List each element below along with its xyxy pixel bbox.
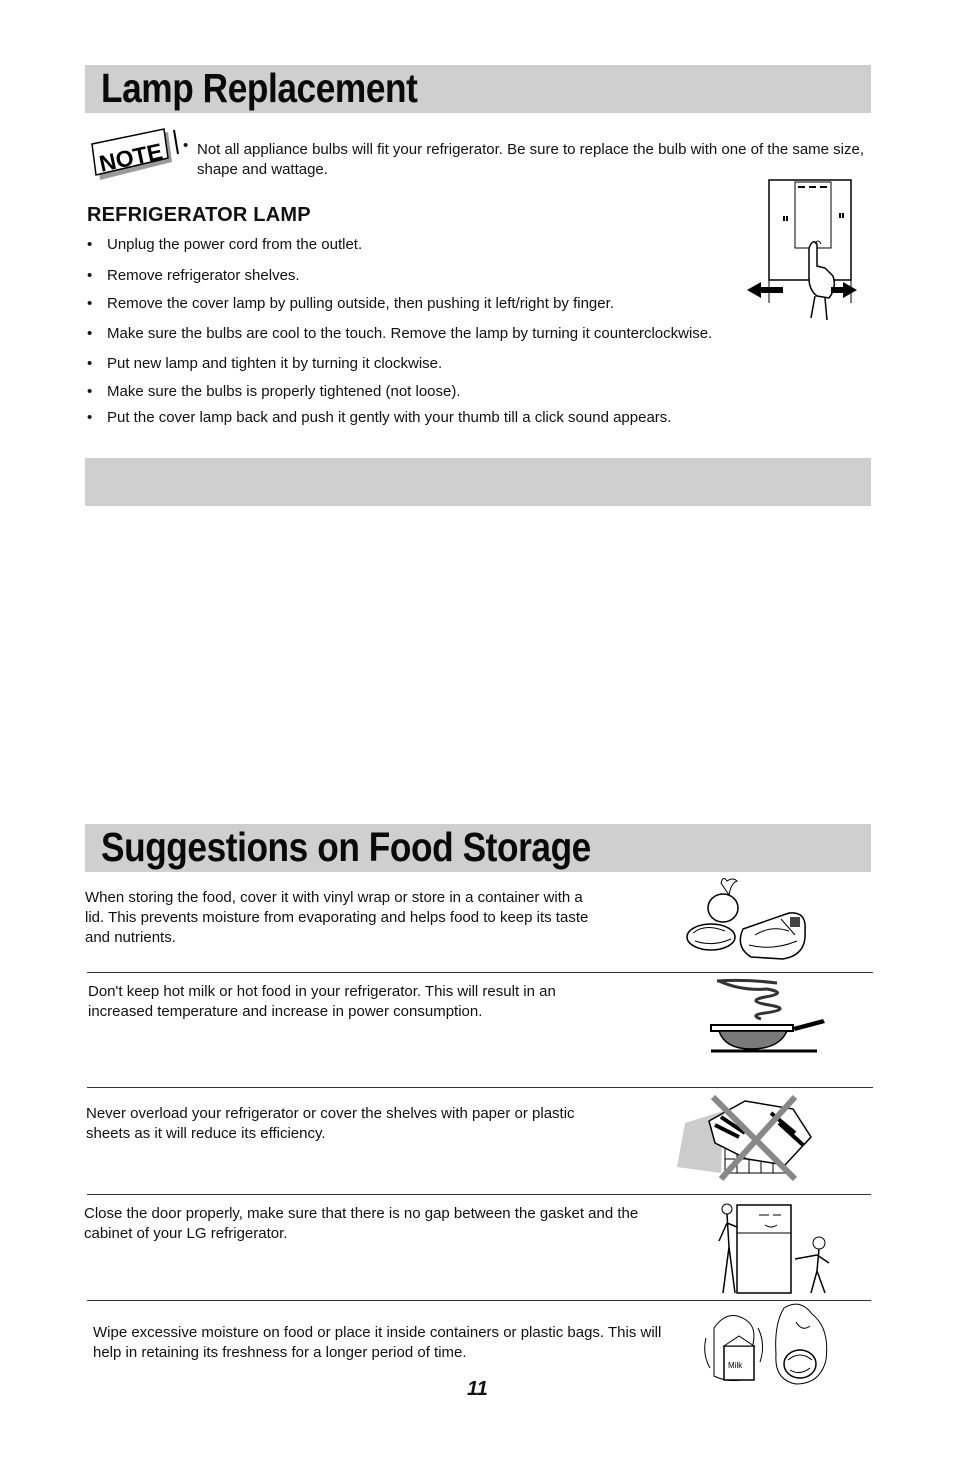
fridge-door-illustration — [715, 1197, 835, 1297]
divider — [87, 1194, 871, 1195]
divider — [87, 1087, 873, 1088]
tip-no-overload: Never overload your refrigerator or cover the shelves with paper or plastic sheets as it will reduce its efficiency. — [86, 1105, 575, 1142]
page-number: 11 — [467, 1378, 488, 1400]
list-item: • Make sure the bulbs is properly tightened (not loose). — [86, 383, 461, 400]
food-storage-header-band — [85, 824, 871, 872]
tip-close-door: Close the door properly, make sure that there is no gap between the gasket and the cabinet of your LG refrigerator. — [84, 1205, 639, 1242]
list-item: • Unplug the power cord from the outlet. — [86, 236, 362, 253]
list-item: • Remove refrigerator shelves. — [86, 267, 300, 284]
wrapped-milk-and-food-illustration — [700, 1298, 840, 1388]
lamp-replacement-title: Lamp Replacement — [101, 65, 418, 111]
note-badge-label: NOTE — [96, 138, 165, 177]
milk-carton-label: Milk — [728, 1361, 743, 1370]
list-item: • Make sure the bulbs are cool to the touch. Remove the lamp by turning it counterclockwise. — [86, 325, 712, 342]
overloaded-shelf-crossed-icon — [675, 1093, 815, 1183]
tip-wipe-moisture: Wipe excessive moisture on food or place it inside containers or plastic bags. This will help in retaining its freshness for a longer period of time. — [93, 1324, 662, 1361]
note-badge-icon — [88, 128, 180, 184]
note-text: Not all appliance bulbs will fit your refrigerator. Be sure to replace the bulb with one of the same size, shape and wattage. — [197, 141, 865, 178]
food-storage-title: Suggestions on Food Storage — [101, 824, 591, 870]
refrigerator-lamp-heading: REFRIGERATOR LAMP — [87, 204, 311, 226]
blank-header-band — [85, 458, 871, 506]
lamp-replacement-header-band — [85, 65, 871, 113]
list-item: • Remove the cover lamp by pulling outside, then pushing it left/right by finger. — [86, 295, 614, 312]
wrapped-food-illustration — [685, 875, 815, 965]
divider — [87, 972, 873, 973]
lamp-cover-illustration — [745, 178, 860, 323]
list-item: • Put the cover lamp back and push it gently with your thumb till a click sound appears. — [86, 409, 671, 426]
tip-no-hot-food: Don't keep hot milk or hot food in your refrigerator. This will result in an increased temperature and increase in power consumption. — [88, 983, 556, 1020]
hot-pan-illustration — [705, 975, 825, 1055]
tip-cover-food: When storing the food, cover it with vinyl wrap or store in a container with a lid. This prevents moisture from evaporating and helps food to keep its taste and nutrients. — [85, 889, 589, 946]
note-bullet: • — [183, 137, 189, 154]
list-item: • Put new lamp and tighten it by turning it clockwise. — [86, 355, 442, 372]
